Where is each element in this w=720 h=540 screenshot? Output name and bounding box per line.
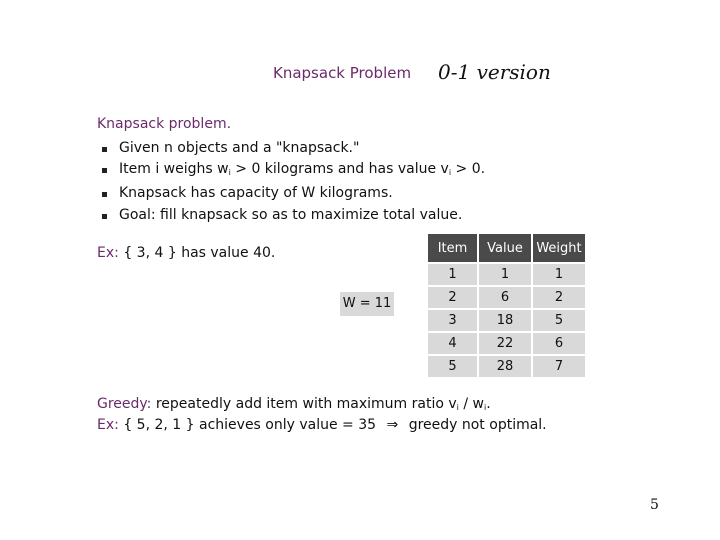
square-bullet-icon — [102, 147, 107, 152]
bullet-item — [102, 205, 485, 226]
greedy-line — [97, 396, 491, 412]
page-number: 5 — [650, 497, 659, 513]
square-bullet-icon — [102, 192, 107, 197]
implies-arrow-icon: ⇒ — [386, 417, 399, 433]
cell-weight: 6 — [533, 331, 585, 354]
bullet-text: Knapsack has capacity of W kilograms. — [119, 185, 393, 202]
bullet-text: Goal: fill knapsack so as to maximize total value. — [119, 206, 463, 223]
cell-weight: 2 — [533, 285, 585, 308]
greedy-text: repeatedly add item with maximum ratio v — [151, 396, 457, 412]
cell-item: 4 — [428, 331, 477, 354]
subscript: i — [448, 168, 452, 178]
example-text: { 3, 4 } has value 40. — [123, 245, 276, 261]
cell-item: 2 — [428, 285, 477, 308]
cell-weight: 7 — [533, 354, 585, 377]
bullet-text: Given n objects and a "knapsack." — [119, 140, 360, 156]
table-row — [428, 262, 585, 285]
header-weight: Weight — [533, 234, 585, 262]
example-label: Ex: — [97, 417, 119, 433]
slide-subtitle: 0-1 version — [438, 60, 551, 84]
greedy-label: Greedy: — [97, 396, 152, 412]
cell-value: 1 — [479, 262, 531, 285]
cell-value: 22 — [479, 331, 531, 354]
cell-item: 1 — [428, 262, 477, 285]
example-one — [97, 245, 275, 261]
subscript: i — [228, 168, 231, 178]
header-item: Item — [428, 234, 477, 262]
table-row — [428, 308, 585, 331]
cell-item: 5 — [428, 354, 477, 377]
square-bullet-icon — [102, 214, 107, 219]
bullet-item — [102, 159, 485, 183]
section-heading: Knapsack problem. — [97, 116, 232, 132]
square-bullet-icon — [102, 168, 107, 173]
bullet-item — [102, 183, 485, 204]
greedy-text: / w — [458, 396, 484, 412]
table-header-row — [428, 234, 585, 262]
example-text: { 5, 2, 1 } achieves only value = 35 — [123, 417, 377, 433]
capacity-box: W = 11 — [340, 292, 394, 316]
example-text: greedy not optimal. — [408, 417, 547, 433]
bullet-text: Item i weighs w — [119, 161, 229, 178]
slide-title: Knapsack Problem — [273, 64, 412, 82]
bullet-item — [102, 138, 485, 159]
table-row — [428, 354, 585, 377]
bullet-text: > 0 kilograms and has value v — [230, 161, 449, 178]
cell-value: 28 — [479, 354, 531, 377]
cell-value: 6 — [479, 285, 531, 308]
cell-weight: 1 — [533, 262, 585, 285]
example-label: Ex: — [97, 245, 119, 261]
bullet-text: > 0. — [451, 161, 486, 178]
cell-weight: 5 — [533, 308, 585, 331]
subscript: i — [456, 403, 459, 412]
header-value: Value — [479, 234, 531, 262]
cell-value: 18 — [479, 308, 531, 331]
greedy-text: . — [486, 396, 491, 412]
table-row — [428, 285, 585, 308]
example-two — [97, 417, 547, 433]
items-table — [426, 234, 587, 377]
bullet-list — [102, 138, 485, 226]
cell-item: 3 — [428, 308, 477, 331]
table-row — [428, 331, 585, 354]
subscript: i — [483, 403, 487, 412]
